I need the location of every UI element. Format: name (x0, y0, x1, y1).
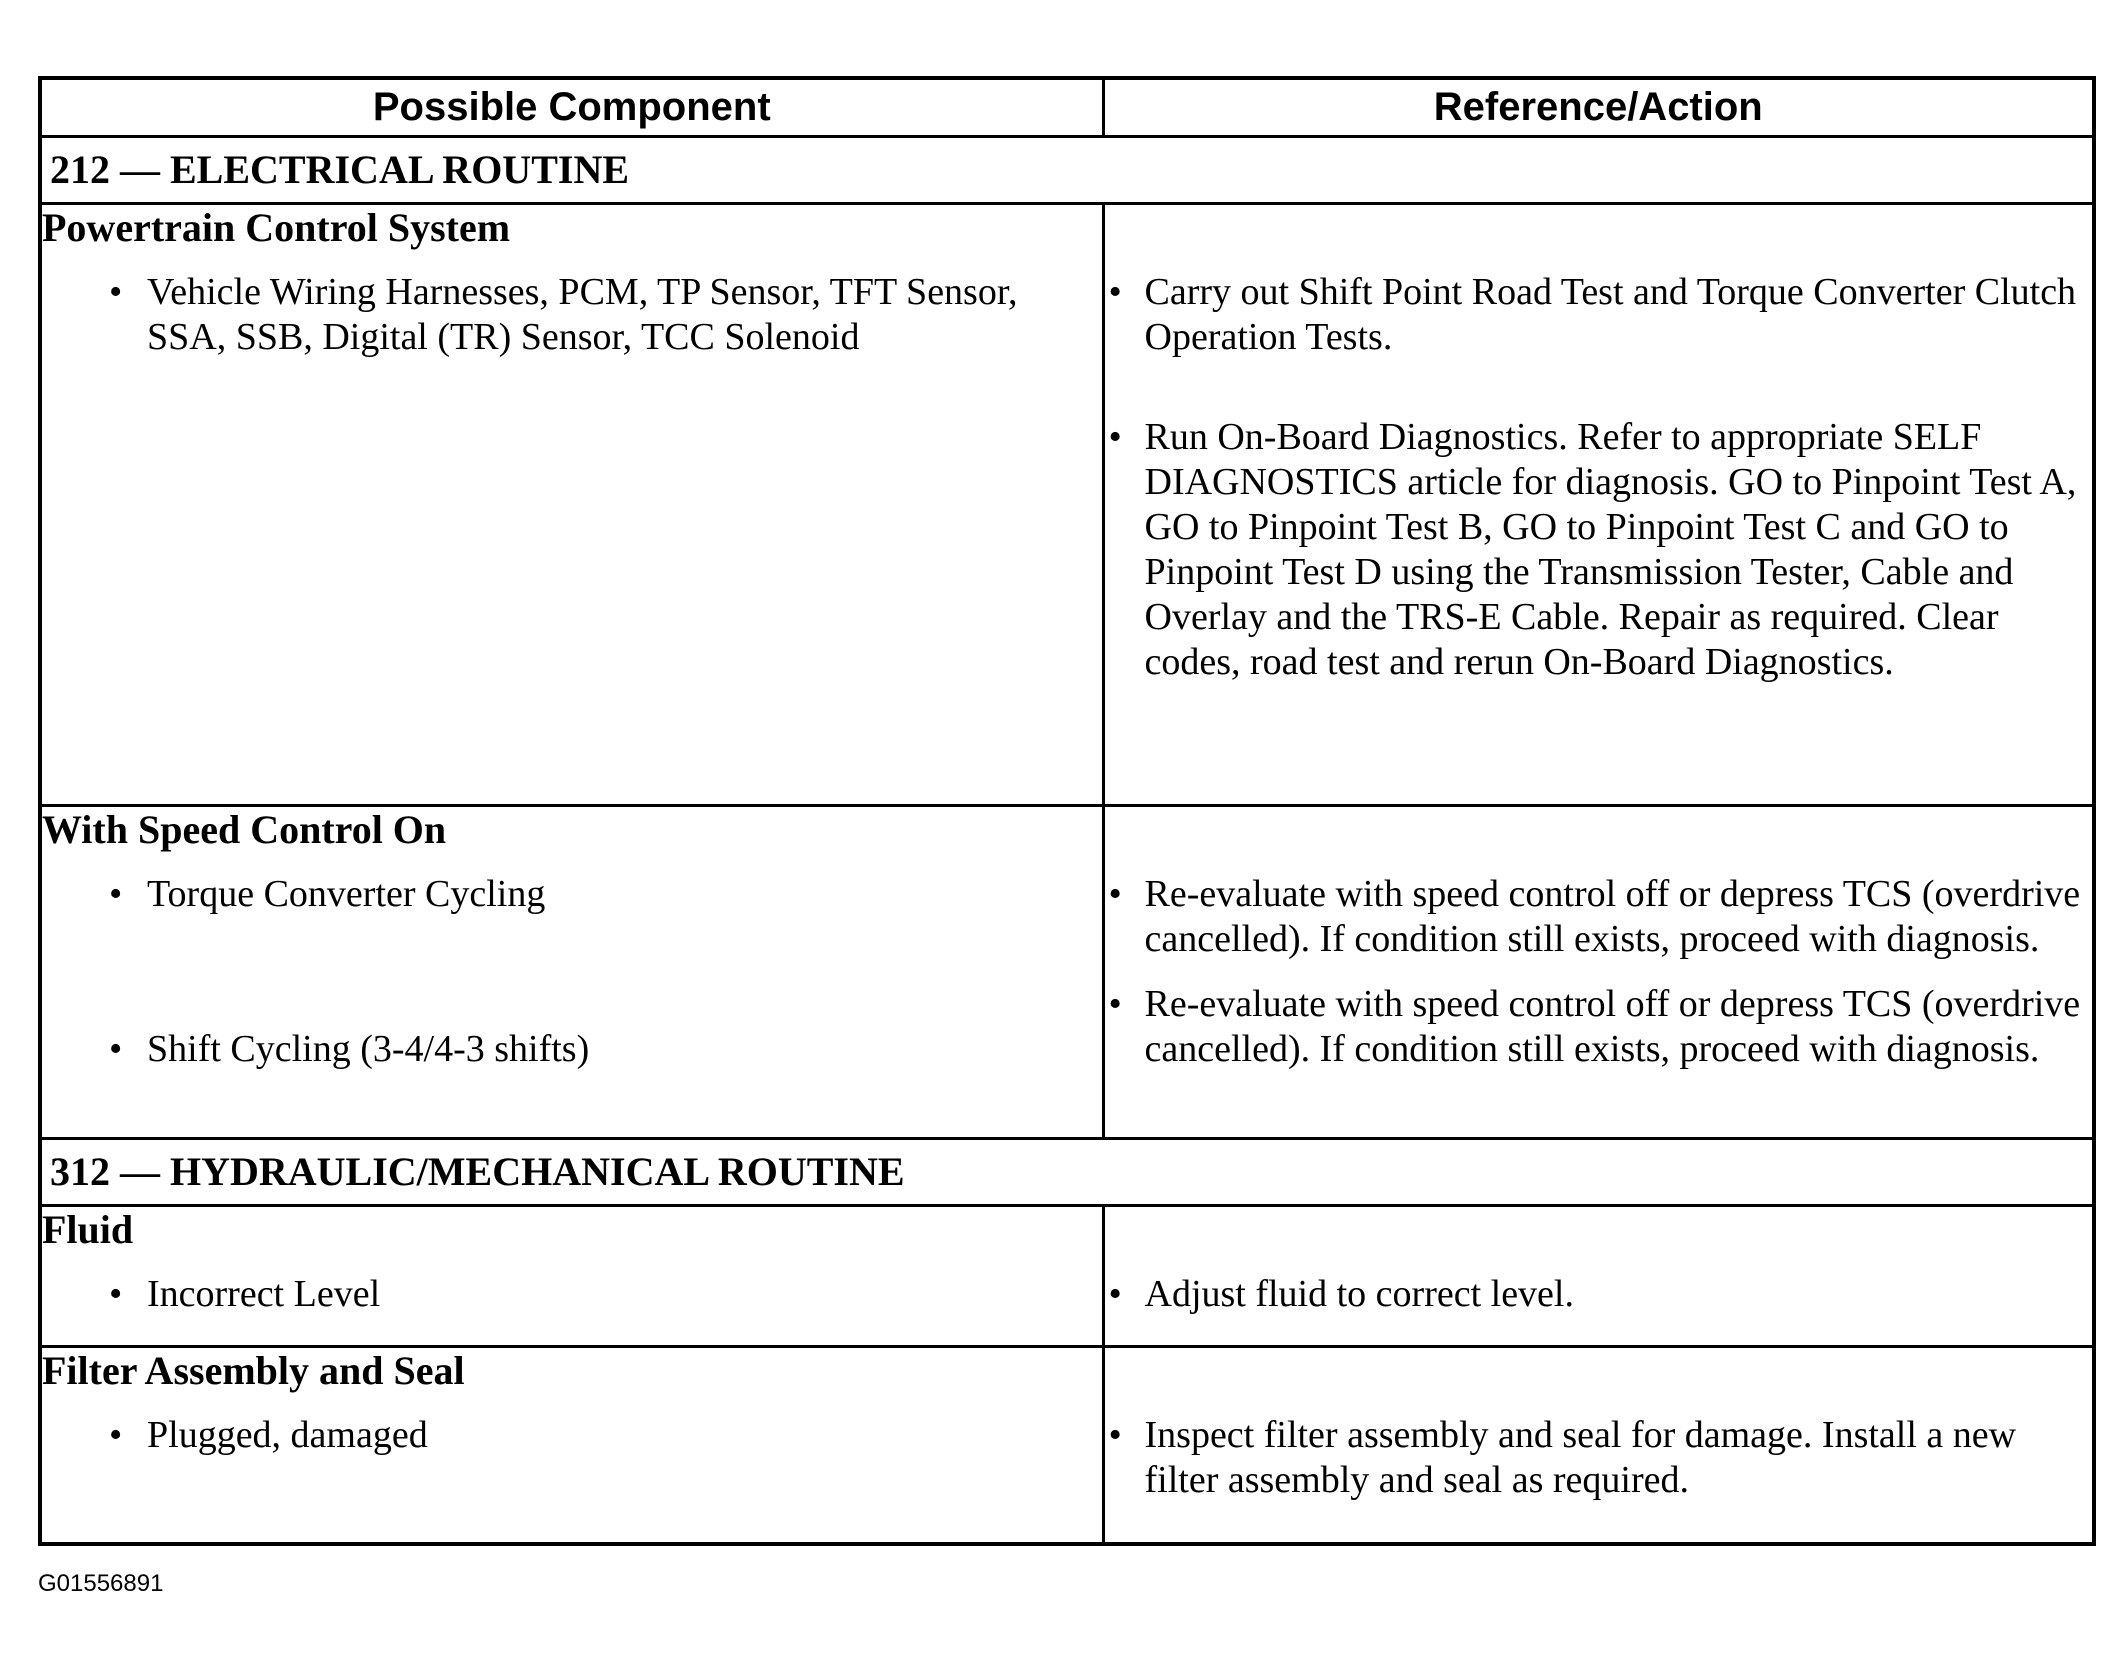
component-text: Plugged, damaged (147, 1414, 428, 1457)
bullet-icon: • (109, 1027, 123, 1070)
figure-id: G01556891 (38, 1570, 164, 1597)
component-text: Torque Converter Cycling (147, 872, 546, 915)
list-item (1105, 1413, 2093, 1503)
list-item (42, 1413, 1102, 1458)
action-text: Carry out Shift Point Road Test and Torque Converter Clutch Operation Tests. (1144, 271, 2077, 358)
action-text: Re-evaluate with speed control off or depress TCS (overdrive cancelled). If condition still exists, proceed with diagnosis. (1144, 872, 2081, 960)
component-cell (40, 1347, 1103, 1544)
action-text: Inspect filter assembly and seal for damage. Install a new filter assembly and seal as required. (1144, 1414, 2017, 1502)
bullet-icon: • (109, 872, 123, 915)
list-item (42, 270, 1102, 360)
section-row-hydraulic (40, 1139, 2094, 1206)
list-item (42, 1027, 1102, 1072)
list-item (1105, 982, 2093, 1072)
component-cell (40, 204, 1103, 806)
bullet-icon: • (1108, 872, 1122, 915)
section-row-electrical (40, 137, 2094, 204)
group-title: With Speed Control On (42, 806, 447, 852)
header-row (40, 78, 2094, 137)
bullet-icon: • (109, 271, 123, 313)
group-title: Powertrain Control System (42, 205, 511, 250)
section-title: 212 — ELECTRICAL ROUTINE (40, 137, 2094, 204)
component-text: Incorrect Level (147, 1273, 381, 1316)
action-cell (1103, 1206, 2094, 1347)
action-text: Adjust fluid to correct level. (1144, 1273, 1574, 1316)
group-title: Fluid (42, 1207, 134, 1253)
action-cell (1103, 1347, 2094, 1544)
action-text: Run On-Board Diagnostics. Refer to appropriate SELF DIAGNOSTICS article for diagnosis. GO to Pinpoint Test A, GO to Pinpoint Test B, GO to Pinpoint Test C and GO to Pinpoint Test D using the Transmission Tester, Cable and Overlay and the TRS-E Cable. Repair as required. Clear codes, road test and rerun On-Board Diagnostics. (1144, 416, 2077, 683)
list-item (42, 872, 1102, 1007)
bullet-icon: • (1108, 416, 1122, 458)
bullet-icon: • (109, 1414, 123, 1457)
header-reference-action: Reference/Action (1103, 78, 2094, 137)
bullet-icon: • (1108, 1414, 1122, 1457)
table-row (40, 204, 2094, 806)
list-item (42, 1272, 1102, 1317)
diagnosis-table (38, 76, 2096, 1546)
list-item (1105, 415, 2093, 685)
group-title: Filter Assembly and Seal (42, 1348, 465, 1394)
bullet-icon: • (1108, 982, 1122, 1025)
action-text: Re-evaluate with speed control off or depress TCS (overdrive cancelled). If condition still exists, proceed with diagnosis. (1144, 982, 2081, 1070)
list-item (1105, 1272, 2093, 1317)
table-row (40, 1206, 2094, 1347)
action-cell (1103, 805, 2094, 1139)
list-item (1105, 872, 2093, 962)
bullet-icon: • (1108, 1273, 1122, 1316)
component-text: Vehicle Wiring Harnesses, PCM, TP Sensor, TFT Sensor, SSA, SSB, Digital (TR) Sensor, TCC Solenoid (147, 271, 1018, 358)
table-row (40, 805, 2094, 1139)
bullet-icon: • (109, 1273, 123, 1316)
component-text: Shift Cycling (3-4/4-3 shifts) (147, 1027, 590, 1070)
component-cell (40, 805, 1103, 1139)
list-item (1105, 270, 2093, 360)
header-possible-component: Possible Component (40, 78, 1103, 137)
bullet-icon: • (1108, 271, 1122, 313)
table-row (40, 1347, 2094, 1544)
component-cell (40, 1206, 1103, 1347)
section-title: 312 — HYDRAULIC/MECHANICAL ROUTINE (40, 1139, 2094, 1206)
action-cell (1103, 204, 2094, 806)
